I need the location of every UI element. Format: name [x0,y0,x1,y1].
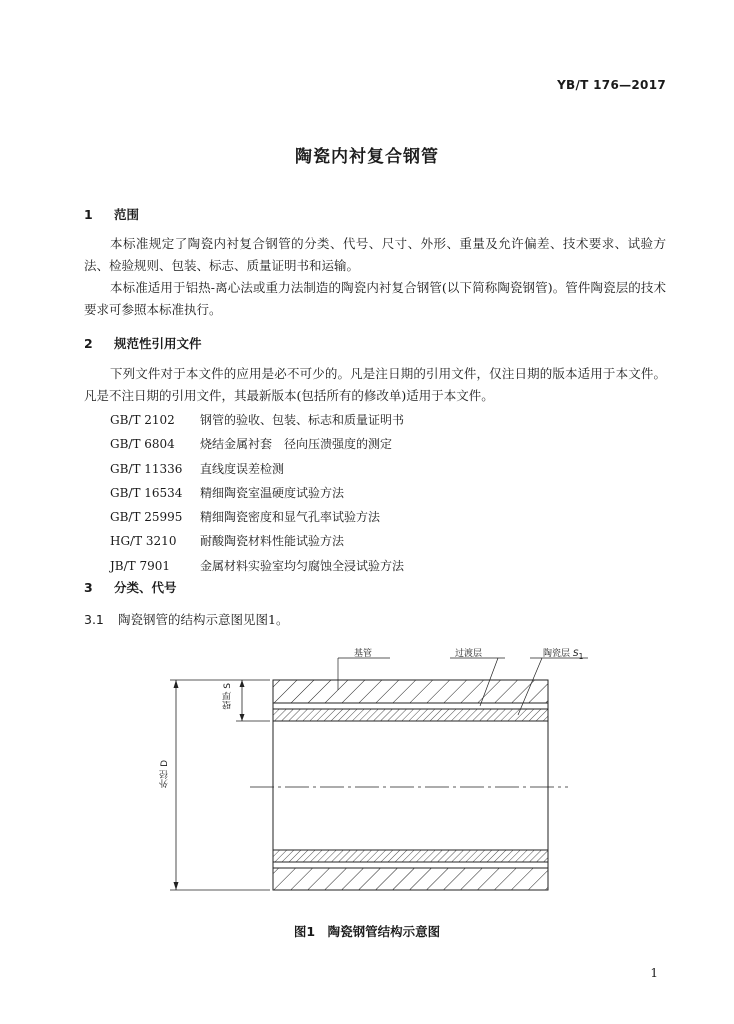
reference-name: 直线度误差检测 [200,461,285,476]
reference-item [110,457,404,481]
label-transition-layer: 过渡层 [455,649,483,659]
section-title: 规范性引用文件 [114,336,202,351]
ceramic-label-text: 陶瓷层 [543,649,571,659]
wall-arrow-bottom [240,714,245,721]
reference-name: 精细陶瓷室温硬度试验方法 [200,485,345,500]
wall-arrow-top [240,680,245,687]
document-title: 陶瓷内衬复合钢管 [295,147,439,167]
page-number: 1 [650,966,658,980]
pipe-structure-diagram [150,640,590,900]
label-ceramic-layer [543,646,583,661]
reference-code: GB/T 16534 [110,485,183,500]
reference-item [110,432,404,456]
reference-item [110,505,404,529]
od-arrow-top [174,680,179,688]
section-1-paragraph-1: 本标准规定了陶瓷内衬复合钢管的分类、代号、尺寸、外形、重量及允许偏差、技术要求、试验方法、检验规则、包装、标志、质量证明书和运输。 [84,236,666,273]
reference-name: 钢管的验收、包装、标志和质量证明书 [200,413,405,427]
reference-list [110,408,404,578]
reference-item [110,554,404,578]
section-2-paragraph: 下列文件对于本文件的应用是必不可少的。凡是注日期的引用文件，仅注日期的版本适用于本文件。凡是不注日期的引用文件，其最新版本(包括所有的修改单)适用于本文件。 [84,366,666,403]
reference-name: 烧结金属衬套 径向压溃强度的测定 [200,437,393,452]
clause-number: 3.1 [84,612,104,627]
section-title: 范围 [114,207,140,222]
base-pipe-bottom [273,868,548,890]
label-outer-diameter: 外径 D [160,760,170,788]
ceramic-symbol: S [572,649,579,659]
section-number: 2 [84,336,93,351]
section-1-heading [84,205,139,223]
reference-code: HG/T 3210 [110,534,177,549]
reference-item [110,408,404,432]
reference-name: 金属材料实验室均匀腐蚀全浸试验方法 [200,558,405,573]
reference-item [110,481,404,505]
section-2-heading [84,334,202,352]
transition-layer-bottom [273,862,548,868]
section-number: 1 [84,207,93,222]
ceramic-layer-bottom [273,850,548,862]
section-number: 3 [84,580,93,595]
reference-code: GB/T 25995 [110,510,183,525]
reference-code: GB/T 11336 [110,461,183,476]
label-wall-thickness: 壁厚 S [223,683,233,710]
reference-item [110,529,404,553]
section-1-paragraph-2: 本标准适用于铝热-离心法或重力法制造的陶瓷内衬复合钢管(以下简称陶瓷钢管)。管件陶瓷层的技术要求可参照本标准执行。 [84,280,666,317]
clause-3-1 [84,610,288,628]
clause-text: 陶瓷钢管的结构示意图见图1。 [118,612,289,627]
reference-code: GB/T 2102 [110,413,175,427]
transition-layer-top [273,703,548,709]
label-base-pipe: 基管 [354,649,373,659]
reference-name: 耐酸陶瓷材料性能试验方法 [200,534,345,549]
ceramic-layer-top [273,709,548,721]
figure-caption: 图1 陶瓷钢管结构示意图 [293,924,441,939]
od-arrow-bottom [174,882,179,890]
section-title: 分类、代号 [114,580,177,595]
standard-code: YB/T 176—2017 [557,78,666,92]
reference-name: 精细陶瓷密度和显气孔率试验方法 [200,510,381,525]
reference-code: GB/T 6804 [110,437,175,452]
section-3-heading [84,578,177,596]
base-pipe-top [273,680,548,703]
ceramic-subscript: 1 [578,651,584,661]
reference-code: JB/T 7901 [110,558,171,573]
